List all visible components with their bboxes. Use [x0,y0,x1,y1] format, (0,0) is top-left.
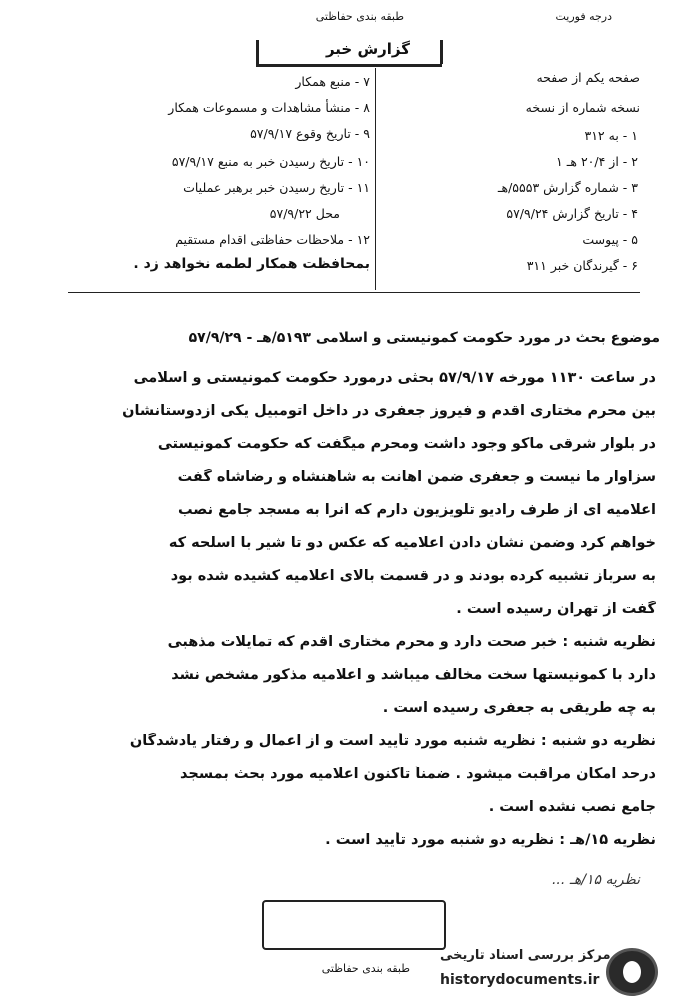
field-leader-received-date: ۱۱ - تاریخ رسیدن خبر برهبر عملیات [183,180,370,195]
header-bottom-rule [68,292,640,293]
body-line: درحد امکان مراقبت میشود . ضمناً تاکنون اعلامیه مورد بحث بمسجد [180,766,656,782]
archive-logo-icon [606,948,658,996]
handwritten-signature-note: نظریه ۱۵/هـ ... [551,872,640,888]
subject-line: موضوع بحث در مورد حکومت کمونیستی و اسلامی ۵۱۹۳/هـ - ۵۷/۹/۲۹ [188,330,660,346]
body-line: سزاوار ما نیست و جعفری ضمن اهانت به شاهنشاه و رضاشاه گفت [177,469,656,485]
body-line: خواهم کرد وضمن نشان دادن اعلامیه که عکس دو تا شیر با اسلحه که [168,535,656,551]
stamp-box [262,900,446,950]
body-line: نظریه دو شنبه : نظریه شنبه مورد تأیید است و از اعمال و رفتار یادشدگان [129,733,656,749]
field-security-notes-value: بمحافظت همکار لطمه نخواهد زد . [133,256,370,272]
body-line: گفت از تهران رسیده است . [456,601,656,617]
body-line: نظریه شنبه : خبر صحت دارد و محرم مختاری اقدم که تمایلات مذهبی [167,634,656,650]
field-origin: ۸ - منشأ مشاهدات و مسموعات همکار [168,100,370,115]
report-title: گزارش خبر [325,40,410,58]
field-security-notes: ۱۲ - ملاحظات حفاظتی اقدام مستقیم [175,232,370,247]
copy-line: نسخه شماره از نسخه [525,100,640,115]
watermark-title: مرکز بررسی اسناد تاریخی [440,948,611,963]
watermark-url: historydocuments.ir [440,972,600,988]
field-recipients: ۶ - گیرندگان خبر ۳۱۱ [526,258,638,273]
field-event-date: ۹ - تاریخ وقوع ۵۷/۹/۱۷ [250,126,370,141]
body-line: به چه طریقی به جعفری رسیده است . [382,700,656,716]
field-report-date: ۴ - تاریخ گزارش ۵۷/۹/۲۴ [506,206,638,221]
body-line: در بلوار شرقی ماکو وجود داشت ومحرم میگفت که حکومت کمونیستی [157,436,656,452]
page-line: صفحه یکم از صفحه [536,70,640,85]
body-line: در ساعت ۱۱۳۰ مورخه ۵۷/۹/۱۷ بحثی درمورد حکومت کمونیستی و اسلامی [133,370,656,386]
classification-label: طبقه بندی حفاظتی [315,10,404,23]
field-attachment: ۵ - پیوست [582,232,638,247]
header-divider [375,68,376,290]
field-source-received-date: ۱۰ - تاریخ رسیدن خبر به منبع ۵۷/۹/۱۷ [171,154,370,169]
body-line: اعلامیه ای از طرف رادیو تلویزیون دارم که آنرا به مسجد جامع نصب [177,502,656,518]
body-line: دارد با کمونیستها سخت مخالف میباشد و اعلامیه مذکور مشخص نشد [171,667,656,683]
field-report-number: ۳ - شماره گزارش ۵۵۵۳/هـ [497,180,638,195]
field-to: ۱ - به ۳۱۲ [584,128,638,143]
title-bracket-left [256,40,259,64]
urgency-label: درجه فوریت [555,10,612,23]
footer-classification-label: طبقه بندی حفاظتی [321,962,410,975]
body-line: نظریه ۱۵/هـ : نظریه دو شنبه مورد تأیید است . [325,832,656,848]
body-line: بین محرم مختاری اقدم و فیروز جعفری در داخل اتومبیل یکی ازدوستانشان [122,403,656,419]
title-underline [256,64,442,67]
field-location: محل ۵۷/۹/۲۲ [269,206,340,221]
field-source: ۷ - منبع همکار [295,74,370,89]
body-line: به سرباز تشبیه کرده بودند و در قسمت بالای اعلامیه کشیده شده بود [170,568,656,584]
title-bracket-right [440,40,443,64]
field-from: ۲ - از ۲۰/۴ هـ ۱ [556,154,638,169]
body-line: جامع نصب نشده است . [488,799,656,815]
